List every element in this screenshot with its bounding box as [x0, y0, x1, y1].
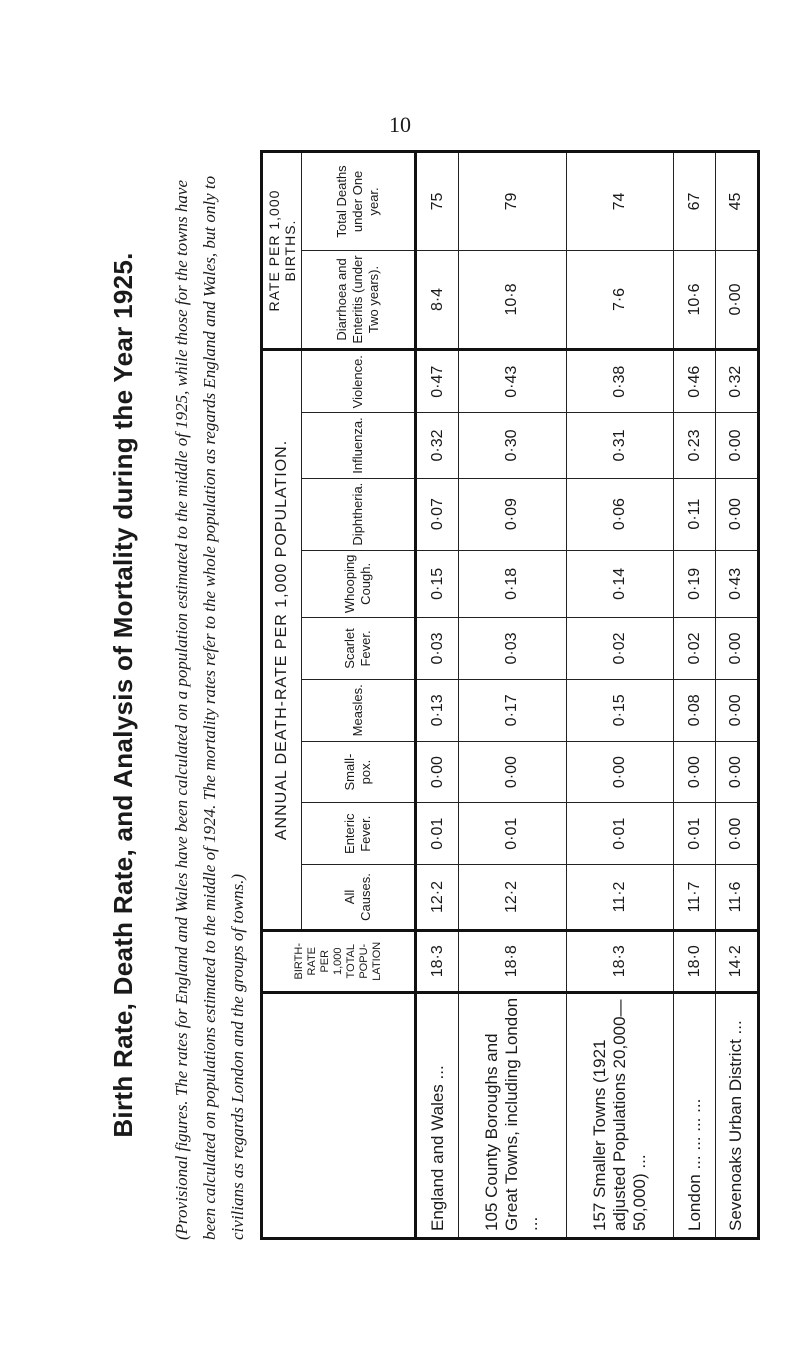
table-cell: 75	[416, 152, 459, 251]
table-cell: 11·2	[566, 865, 674, 931]
column-header: Scarlet Fever.	[302, 618, 416, 680]
mortality-table	[260, 150, 760, 1240]
table-cell: 0·02	[674, 618, 715, 680]
table-cell: 0·31	[566, 413, 674, 478]
table-cell: 0·19	[674, 550, 715, 618]
table-cell: 0·00	[715, 478, 758, 550]
page-title: Birth Rate, Death Rate, and Analysis of Mortality during the Year 1925.	[108, 252, 138, 1138]
table-cell: 0·30	[459, 413, 567, 478]
area-header-cell	[262, 992, 416, 1238]
table-cell: 0·38	[566, 350, 674, 413]
table-cell: 67	[674, 152, 715, 251]
table-cell: 0·00	[715, 741, 758, 803]
rate-per-births-group-header: RATE PER 1,000 BIRTHS.	[262, 152, 302, 350]
birth-rate-cell: 18·0	[674, 930, 715, 992]
table-cell: 0·08	[674, 679, 715, 741]
death-rate-group-header: ANNUAL DEATH-RATE PER 1,000 POPULATION.	[262, 350, 302, 931]
table-cell: 0·07	[416, 478, 459, 550]
column-header: Whooping Cough.	[302, 550, 416, 618]
table-cell: 0·01	[674, 803, 715, 865]
table-cell: 0·01	[566, 803, 674, 865]
column-header: Small-pox.	[302, 741, 416, 803]
column-header: Violence.	[302, 350, 416, 413]
area-name: Sevenoaks Urban District ...	[715, 992, 758, 1238]
table-cell: 0·01	[416, 803, 459, 865]
table-cell: 7·6	[566, 250, 674, 349]
rotated-page-content	[60, 150, 760, 1240]
table-cell: 0·43	[459, 350, 567, 413]
page-number: 10	[389, 112, 411, 137]
table-cell: 0·03	[416, 618, 459, 680]
table-cell: 0·00	[566, 741, 674, 803]
table-cell: 0·02	[566, 618, 674, 680]
table-row	[715, 152, 758, 1239]
area-name: London ... ... ... ...	[674, 992, 715, 1238]
table-cell: 0·09	[459, 478, 567, 550]
table-cell: 79	[459, 152, 567, 251]
table-cell: 0·23	[674, 413, 715, 478]
area-name: England and Wales ...	[416, 992, 459, 1238]
table-cell: 0·01	[459, 803, 567, 865]
table-cell: 10·8	[459, 250, 567, 349]
birth-rate-header: BIRTH-RATE PER 1,000 TOTAL POPU-LATION	[262, 930, 416, 992]
column-header: Diarrhoea and Enteritis (under Two years).	[302, 250, 416, 349]
table-cell: 0·46	[674, 350, 715, 413]
table-cell: 10·6	[674, 250, 715, 349]
table-cell: 45	[715, 152, 758, 251]
table-cell: 0·47	[416, 350, 459, 413]
birth-rate-cell: 18·8	[459, 930, 567, 992]
table-cell: 0·00	[715, 803, 758, 865]
birth-rate-cell: 18·3	[566, 930, 674, 992]
table-row	[459, 152, 567, 1239]
table-cell: 74	[566, 152, 674, 251]
column-header: Enteric Fever.	[302, 803, 416, 865]
column-header: Influenza.	[302, 413, 416, 478]
table-cell: 0·00	[416, 741, 459, 803]
birth-rate-cell: 18·3	[416, 930, 459, 992]
provisional-note: (Provisional figures. The rates for England and Wales have been calculated on a population estimated to the middle of 1925, while those for the towns have been calculated on populations estimated to the middle of 1924. The mortality rates refer to the whole population as regards England and Wales, but only to civilians as regards London and the groups of towns.)	[172, 175, 247, 1240]
table-cell: 12·2	[459, 865, 567, 931]
table-cell: 0·43	[715, 550, 758, 618]
column-header: Measles.	[302, 679, 416, 741]
area-name: 157 Smaller Towns (1921 adjusted Populations 20,000—50,000) ...	[566, 992, 674, 1238]
table-row	[674, 152, 715, 1239]
birth-rate-cell: 14·2	[715, 930, 758, 992]
table-cell: 0·00	[674, 741, 715, 803]
table-cell: 0·00	[715, 250, 758, 349]
table-cell: 12·2	[416, 865, 459, 931]
table-cell: 0·32	[715, 350, 758, 413]
table-cell: 0·00	[459, 741, 567, 803]
table-cell: 0·03	[459, 618, 567, 680]
column-header: Total Deaths under One year.	[302, 152, 416, 251]
table-cell: 0·15	[416, 550, 459, 618]
table-cell: 0·06	[566, 478, 674, 550]
table-row	[416, 152, 459, 1239]
table-cell: 0·15	[566, 679, 674, 741]
table-cell: 11·6	[715, 865, 758, 931]
table-row	[566, 152, 674, 1239]
area-name: 105 County Boroughs and Great Towns, including London ...	[459, 992, 567, 1238]
table-cell: 0·00	[715, 618, 758, 680]
table-cell: 0·11	[674, 478, 715, 550]
table-cell: 0·17	[459, 679, 567, 741]
table-cell: 8·4	[416, 250, 459, 349]
table-cell: 0·14	[566, 550, 674, 618]
table-cell: 0·00	[715, 413, 758, 478]
table-cell: 0·18	[459, 550, 567, 618]
table-cell: 0·13	[416, 679, 459, 741]
table-cell: 0·32	[416, 413, 459, 478]
column-header: All Causes.	[302, 865, 416, 931]
column-header: Diphtheria.	[302, 478, 416, 550]
table-cell: 0·00	[715, 679, 758, 741]
table-cell: 11·7	[674, 865, 715, 931]
header-row-groups	[262, 152, 302, 1239]
